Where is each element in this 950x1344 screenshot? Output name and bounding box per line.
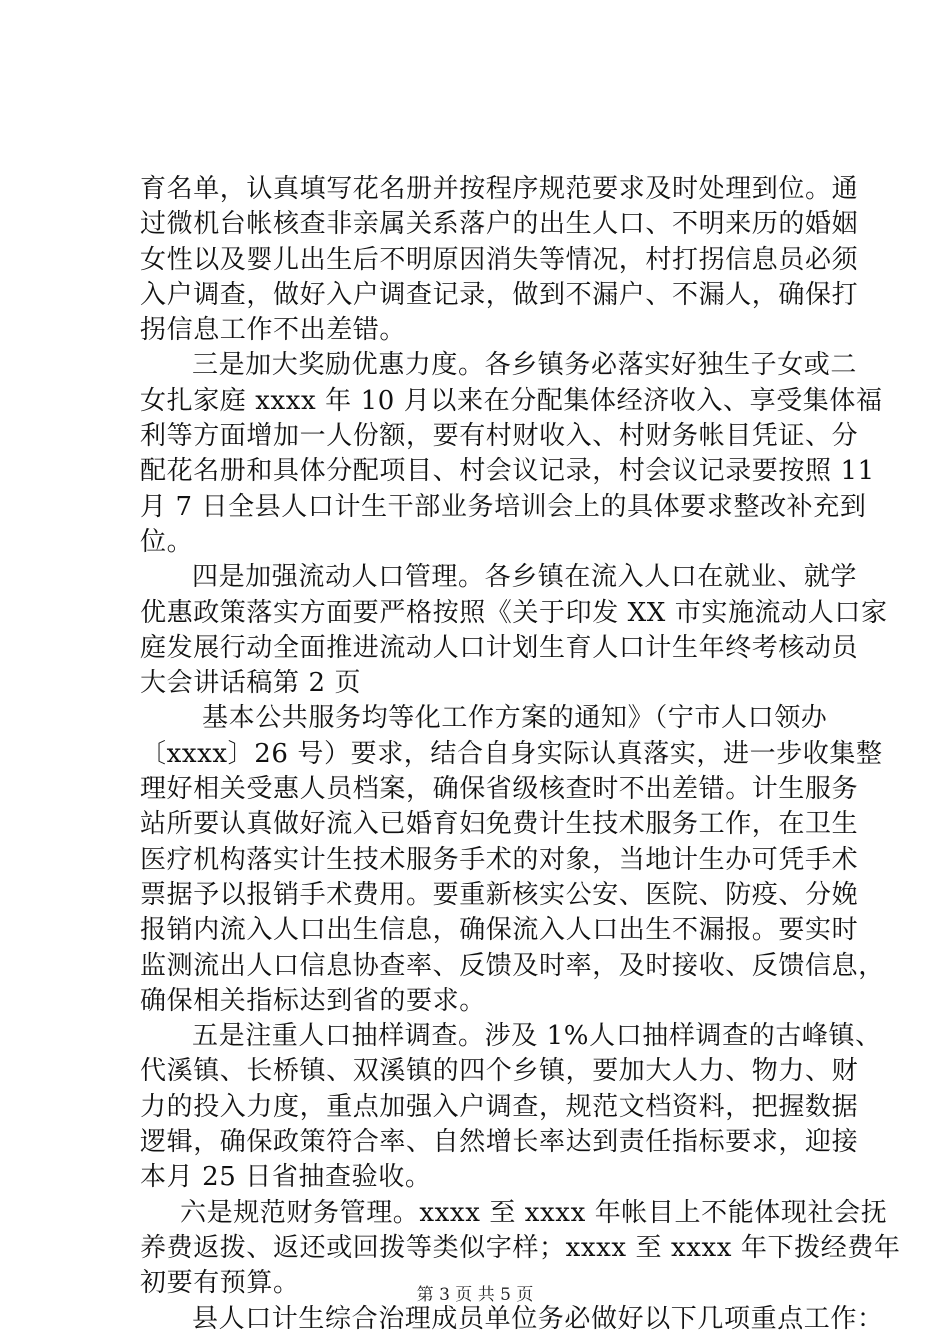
paragraph-start-line: 县人口计生综合治理成员单位务必做好以下几项重点工作： <box>192 1303 884 1334</box>
text-line: 监测流出人口信息协查率、反馈及时率，及时接收、反馈信息， <box>140 950 885 981</box>
paragraph-start-line: 四是加强流动人口管理。各乡镇在流入人口在就业、就学 <box>192 562 858 593</box>
page-number-footer: 第 3 页 共 5 页 <box>416 1285 534 1305</box>
text-line: 养费返拨、返还或回拨等类似字样；xxxx 至 xxxx 年下拨经费年 <box>140 1232 901 1263</box>
paragraph-start-line: 三是加大奖励优惠力度。各乡镇务必落实好独生子女或二 <box>192 350 858 381</box>
text-line: 优惠政策落实方面要严格按照《关于印发 XX 市实施流动人口家 <box>140 597 888 628</box>
text-line: 女性以及婴儿出生后不明原因消失等情况，村打拐信息员必须 <box>140 244 859 275</box>
text-line: 力的投入力度，重点加强入户调查，规范文档资料，把握数据 <box>140 1091 859 1122</box>
text-line: 庭发展行动全面推进流动人口计划生育人口计生年终考核动员 <box>140 632 859 663</box>
text-line: 确保相关指标达到省的要求。 <box>140 985 486 1016</box>
text-line: 入户调查，做好入户调查记录，做到不漏户、不漏人，确保打 <box>140 279 859 310</box>
text-line: 女扎家庭 xxxx 年 10 月以来在分配集体经济收入、享受集体福 <box>140 385 883 416</box>
text-line: 医疗机构落实计生技术服务手术的对象，当地计生办可凭手术 <box>140 844 859 875</box>
paragraph-start-line: 五是注重人口抽样调查。涉及 1%人口抽样调查的古峰镇、 <box>192 1021 882 1052</box>
text-line: 理好相关受惠人员档案，确保省级核查时不出差错。计生服务 <box>140 774 859 805</box>
text-line: 育名单，认真填写花名册并按程序规范要求及时处理到位。通 <box>140 174 859 204</box>
text-line: 过微机台帐核查非亲属关系落户的出生人口、不明来历的婚姻 <box>140 209 859 240</box>
text-line: 报销内流入人口出生信息，确保流入人口出生不漏报。要实时 <box>140 915 859 946</box>
text-line: 本月 25 日省抽查验收。 <box>140 1162 432 1193</box>
text-line: 位。 <box>140 526 194 557</box>
text-line: 大会讲话稿第 2 页 <box>140 668 362 699</box>
text-line: 拐信息工作不出差错。 <box>140 315 407 346</box>
paragraph-start-line: 基本公共服务均等化工作方案的通知》（宁市人口领办 <box>202 703 828 734</box>
text-line: 初要有预算。 <box>140 1268 300 1299</box>
text-line: 票据予以报销手术费用。要重新核实公安、医院、防疫、分娩 <box>140 879 859 910</box>
text-line: 代溪镇、长桥镇、双溪镇的四个乡镇，要加大人力、物力、财 <box>140 1056 859 1087</box>
text-line: 利等方面增加一人份额，要有村财收入、村财务帐目凭证、分 <box>140 421 859 452</box>
text-line: 逻辑，确保政策符合率、自然增长率达到责任指标要求，迎接 <box>140 1127 859 1158</box>
text-line: 月 7 日全县人口计生干部业务培训会上的具体要求整改补充到 <box>140 491 867 522</box>
paragraph-start-line: 六是规范财务管理。xxxx 至 xxxx 年帐目上不能体现社会抚 <box>180 1197 888 1228</box>
text-line: 〔xxxx〕26 号）要求，结合自身实际认真落实，进一步收集整 <box>140 738 883 769</box>
text-line: 配花名册和具体分配项目、村会议记录，村会议记录要按照 11 <box>140 456 875 487</box>
document-body <box>140 172 901 1337</box>
text-line: 站所要认真做好流入已婚育妇免费计生技术服务工作，在卫生 <box>140 809 859 840</box>
